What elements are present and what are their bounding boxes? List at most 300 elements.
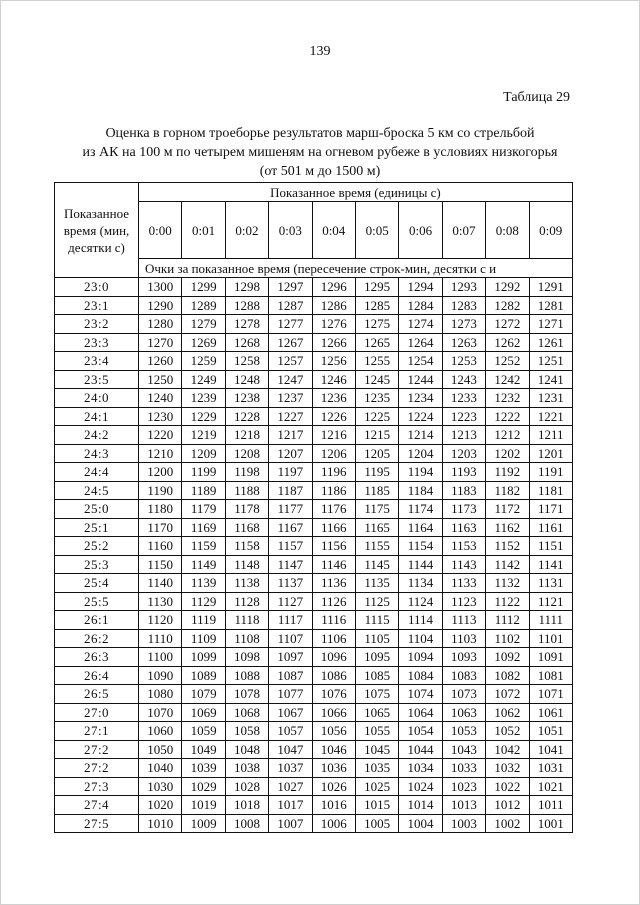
score-cell: 1167: [269, 518, 312, 537]
column-header: 0:07: [442, 202, 485, 259]
score-cell: 1037: [269, 759, 312, 778]
score-cell: 1247: [269, 370, 312, 389]
score-cell: 1145: [355, 555, 398, 574]
score-cell: 1021: [529, 777, 572, 796]
score-cell: 1168: [225, 518, 268, 537]
score-cell: 1151: [529, 537, 572, 556]
row-time: 27:3: [55, 777, 139, 796]
score-cell: 1296: [312, 278, 355, 297]
score-cell: 1161: [529, 518, 572, 537]
score-cell: 1252: [486, 352, 529, 371]
score-cell: 1193: [442, 463, 485, 482]
table-row: [55, 722, 573, 741]
row-time: 26:3: [55, 648, 139, 667]
score-cell: 1056: [312, 722, 355, 741]
score-cell: 1207: [269, 444, 312, 463]
page-number: 139: [309, 44, 331, 59]
score-cell: 1241: [529, 370, 572, 389]
row-time: 25:5: [55, 592, 139, 611]
score-cell: 1026: [312, 777, 355, 796]
score-cell: 1294: [399, 278, 442, 297]
score-cell: 1171: [529, 500, 572, 519]
score-cell: 1159: [182, 537, 225, 556]
row-time: 27:1: [55, 722, 139, 741]
row-time: 26:2: [55, 629, 139, 648]
score-cell: 1143: [442, 555, 485, 574]
score-cell: 1093: [442, 648, 485, 667]
score-cell: 1109: [182, 629, 225, 648]
score-cell: 1070: [139, 703, 182, 722]
score-cell: 1233: [442, 389, 485, 408]
score-cell: 1030: [139, 777, 182, 796]
score-cell: 1062: [486, 703, 529, 722]
row-time: 24:2: [55, 426, 139, 445]
score-cell: 1253: [442, 352, 485, 371]
score-cell: 1268: [225, 333, 268, 352]
score-cell: 1227: [269, 407, 312, 426]
table-row: [55, 555, 573, 574]
score-cell: 1153: [442, 537, 485, 556]
score-cell: 1297: [269, 278, 312, 297]
score-cell: 1235: [355, 389, 398, 408]
score-cell: 1293: [442, 278, 485, 297]
score-cell: 1300: [139, 278, 182, 297]
row-time: 26:1: [55, 611, 139, 630]
title-line-2: из АК на 100 м по четырем мишеням на огневом рубеже в условиях низкогорья: [82, 145, 558, 160]
score-cell: 1150: [139, 555, 182, 574]
title-line-1: Оценка в горном троеборье результатов марш-броска 5 км со стрельбой: [105, 126, 535, 141]
column-header: 0:03: [269, 202, 312, 259]
score-cell: 1218: [225, 426, 268, 445]
score-cell: 1256: [312, 352, 355, 371]
column-header: 0:09: [529, 202, 572, 259]
table-row: [55, 796, 573, 815]
row-time: 27:5: [55, 814, 139, 833]
score-cell: 1023: [442, 777, 485, 796]
score-cell: 1298: [225, 278, 268, 297]
score-cell: 1251: [529, 352, 572, 371]
score-cell: 1163: [442, 518, 485, 537]
score-cell: 1104: [399, 629, 442, 648]
score-cell: 1271: [529, 315, 572, 334]
score-cell: 1208: [225, 444, 268, 463]
score-cell: 1139: [182, 574, 225, 593]
score-cell: 1073: [442, 685, 485, 704]
score-cell: 1064: [399, 703, 442, 722]
score-cell: 1059: [182, 722, 225, 741]
score-cell: 1166: [312, 518, 355, 537]
score-cell: 1160: [139, 537, 182, 556]
score-cell: 1001: [529, 814, 572, 833]
score-cell: 1177: [269, 500, 312, 519]
score-cell: 1119: [182, 611, 225, 630]
score-cell: 1172: [486, 500, 529, 519]
score-cell: 1245: [355, 370, 398, 389]
score-cell: 1261: [529, 333, 572, 352]
score-cell: 1272: [486, 315, 529, 334]
score-cell: 1066: [312, 703, 355, 722]
score-cell: 1102: [486, 629, 529, 648]
score-cell: 1217: [269, 426, 312, 445]
score-cell: 1197: [269, 463, 312, 482]
score-cell: 1025: [355, 777, 398, 796]
score-cell: 1142: [486, 555, 529, 574]
score-cell: 1067: [269, 703, 312, 722]
score-cell: 1267: [269, 333, 312, 352]
score-cell: 1290: [139, 296, 182, 315]
score-cell: 1181: [529, 481, 572, 500]
row-time: 23:0: [55, 278, 139, 297]
score-cell: 1192: [486, 463, 529, 482]
score-cell: 1242: [486, 370, 529, 389]
table-row: [55, 500, 573, 519]
score-cell: 1205: [355, 444, 398, 463]
row-time: 27:2: [55, 740, 139, 759]
score-cell: 1103: [442, 629, 485, 648]
row-time: 23:3: [55, 333, 139, 352]
score-cell: 1090: [139, 666, 182, 685]
score-cell: 1014: [399, 796, 442, 815]
table-row: [55, 777, 573, 796]
row-time: 25:0: [55, 500, 139, 519]
score-cell: 1286: [312, 296, 355, 315]
score-cell: 1130: [139, 592, 182, 611]
score-cell: 1202: [486, 444, 529, 463]
score-cell: 1057: [269, 722, 312, 741]
score-cell: 1236: [312, 389, 355, 408]
score-cell: 1280: [139, 315, 182, 334]
score-cell: 1100: [139, 648, 182, 667]
score-cell: 1002: [486, 814, 529, 833]
score-cell: 1190: [139, 481, 182, 500]
score-cell: 1095: [355, 648, 398, 667]
score-cell: 1259: [182, 352, 225, 371]
score-cell: 1213: [442, 426, 485, 445]
score-cell: 1246: [312, 370, 355, 389]
score-cell: 1033: [442, 759, 485, 778]
score-cell: 1289: [182, 296, 225, 315]
score-cell: 1244: [399, 370, 442, 389]
score-cell: 1029: [182, 777, 225, 796]
score-cell: 1111: [529, 611, 572, 630]
score-cell: 1222: [486, 407, 529, 426]
score-cell: 1206: [312, 444, 355, 463]
table-row: [55, 333, 573, 352]
score-cell: 1284: [399, 296, 442, 315]
score-cell: 1091: [529, 648, 572, 667]
score-cell: 1071: [529, 685, 572, 704]
table-row: [55, 315, 573, 334]
score-cell: 1068: [225, 703, 268, 722]
score-cell: 1269: [182, 333, 225, 352]
score-cell: 1080: [139, 685, 182, 704]
column-header: 0:05: [355, 202, 398, 259]
score-cell: 1094: [399, 648, 442, 667]
score-cell: 1212: [486, 426, 529, 445]
score-cell: 1079: [182, 685, 225, 704]
score-table: [54, 182, 573, 833]
score-cell: 1215: [355, 426, 398, 445]
score-cell: 1285: [355, 296, 398, 315]
score-cell: 1118: [225, 611, 268, 630]
score-cell: 1069: [182, 703, 225, 722]
score-cell: 1276: [312, 315, 355, 334]
score-cell: 1273: [442, 315, 485, 334]
score-cell: 1046: [312, 740, 355, 759]
score-cell: 1156: [312, 537, 355, 556]
score-cell: 1262: [486, 333, 529, 352]
score-cell: 1295: [355, 278, 398, 297]
score-cell: 1174: [399, 500, 442, 519]
score-cell: 1017: [269, 796, 312, 815]
group-header: Показанное время (единицы с): [139, 183, 573, 202]
score-cell: 1238: [225, 389, 268, 408]
score-cell: 1120: [139, 611, 182, 630]
score-cell: 1052: [486, 722, 529, 741]
score-cell: 1034: [399, 759, 442, 778]
table-row: [55, 611, 573, 630]
score-cell: 1229: [182, 407, 225, 426]
score-cell: 1277: [269, 315, 312, 334]
score-cell: 1041: [529, 740, 572, 759]
score-cell: 1028: [225, 777, 268, 796]
score-cell: 1279: [182, 315, 225, 334]
score-cell: 1040: [139, 759, 182, 778]
table-row: [55, 703, 573, 722]
score-cell: 1010: [139, 814, 182, 833]
score-cell: 1278: [225, 315, 268, 334]
table-title: [40, 124, 600, 181]
row-time: 27:4: [55, 796, 139, 815]
score-cell: 1027: [269, 777, 312, 796]
column-header: 0:02: [225, 202, 268, 259]
score-cell: 1131: [529, 574, 572, 593]
score-cell: 1226: [312, 407, 355, 426]
score-cell: 1106: [312, 629, 355, 648]
score-cell: 1155: [355, 537, 398, 556]
score-cell: 1176: [312, 500, 355, 519]
score-cell: 1024: [399, 777, 442, 796]
score-cell: 1134: [399, 574, 442, 593]
score-cell: 1225: [355, 407, 398, 426]
score-cell: 1012: [486, 796, 529, 815]
score-cell: 1201: [529, 444, 572, 463]
table-row: [55, 352, 573, 371]
score-cell: 1085: [355, 666, 398, 685]
score-cell: 1035: [355, 759, 398, 778]
table-row: [55, 278, 573, 297]
row-time: 25:2: [55, 537, 139, 556]
score-cell: 1042: [486, 740, 529, 759]
score-cell: 1004: [399, 814, 442, 833]
score-cell: 1255: [355, 352, 398, 371]
score-cell: 1124: [399, 592, 442, 611]
score-cell: 1125: [355, 592, 398, 611]
score-cell: 1173: [442, 500, 485, 519]
score-cell: 1117: [269, 611, 312, 630]
score-cell: 1112: [486, 611, 529, 630]
score-cell: 1086: [312, 666, 355, 685]
score-cell: 1291: [529, 278, 572, 297]
score-cell: 1274: [399, 315, 442, 334]
score-cell: 1184: [399, 481, 442, 500]
score-cell: 1230: [139, 407, 182, 426]
row-time: 26:5: [55, 685, 139, 704]
column-header: 0:06: [399, 202, 442, 259]
score-cell: 1165: [355, 518, 398, 537]
table-row: [55, 407, 573, 426]
score-cell: 1220: [139, 426, 182, 445]
score-cell: 1204: [399, 444, 442, 463]
row-time: 25:1: [55, 518, 139, 537]
score-cell: 1287: [269, 296, 312, 315]
score-cell: 1275: [355, 315, 398, 334]
score-cell: 1186: [312, 481, 355, 500]
score-cell: 1043: [442, 740, 485, 759]
score-cell: 1180: [139, 500, 182, 519]
score-cell: 1263: [442, 333, 485, 352]
score-cell: 1191: [529, 463, 572, 482]
score-cell: 1045: [355, 740, 398, 759]
score-cell: 1157: [269, 537, 312, 556]
score-cell: 1116: [312, 611, 355, 630]
score-cell: 1257: [269, 352, 312, 371]
score-cell: 1221: [529, 407, 572, 426]
table-row: [55, 592, 573, 611]
score-cell: 1154: [399, 537, 442, 556]
score-cell: 1137: [269, 574, 312, 593]
score-cell: 1299: [182, 278, 225, 297]
row-time: 24:3: [55, 444, 139, 463]
score-cell: 1141: [529, 555, 572, 574]
score-cell: 1199: [182, 463, 225, 482]
score-cell: 1149: [182, 555, 225, 574]
score-cell: 1182: [486, 481, 529, 500]
score-cell: 1195: [355, 463, 398, 482]
row-time: 26:4: [55, 666, 139, 685]
score-cell: 1254: [399, 352, 442, 371]
score-cell: 1132: [486, 574, 529, 593]
score-cell: 1051: [529, 722, 572, 741]
score-cell: 1076: [312, 685, 355, 704]
table-row: [55, 444, 573, 463]
score-cell: 1260: [139, 352, 182, 371]
table-row: [55, 463, 573, 482]
score-cell: 1152: [486, 537, 529, 556]
score-cell: 1007: [269, 814, 312, 833]
score-cell: 1081: [529, 666, 572, 685]
row-time: 23:5: [55, 370, 139, 389]
score-cell: 1194: [399, 463, 442, 482]
score-cell: 1098: [225, 648, 268, 667]
score-cell: 1047: [269, 740, 312, 759]
score-cell: 1083: [442, 666, 485, 685]
score-cell: 1162: [486, 518, 529, 537]
score-cell: 1282: [486, 296, 529, 315]
score-cell: 1107: [269, 629, 312, 648]
score-cell: 1200: [139, 463, 182, 482]
score-cell: 1121: [529, 592, 572, 611]
score-cell: 1223: [442, 407, 485, 426]
score-cell: 1088: [225, 666, 268, 685]
table-row: [55, 389, 573, 408]
table-row: [55, 759, 573, 778]
score-cell: 1018: [225, 796, 268, 815]
score-cell: 1036: [312, 759, 355, 778]
score-cell: 1216: [312, 426, 355, 445]
table-row: [55, 814, 573, 833]
score-cell: 1258: [225, 352, 268, 371]
score-cell: 1158: [225, 537, 268, 556]
row-time: 27:2: [55, 759, 139, 778]
score-cell: 1140: [139, 574, 182, 593]
table-row: [55, 666, 573, 685]
row-time: 27:0: [55, 703, 139, 722]
score-cell: 1169: [182, 518, 225, 537]
score-cell: 1144: [399, 555, 442, 574]
score-cell: 1089: [182, 666, 225, 685]
table-row: [55, 426, 573, 445]
score-cell: 1239: [182, 389, 225, 408]
score-cell: 1065: [355, 703, 398, 722]
score-cell: 1074: [399, 685, 442, 704]
column-header: 0:00: [139, 202, 182, 259]
score-cell: 1133: [442, 574, 485, 593]
score-cell: 1264: [399, 333, 442, 352]
row-time: 25:4: [55, 574, 139, 593]
score-cell: 1237: [269, 389, 312, 408]
score-cell: 1228: [225, 407, 268, 426]
table-row: [55, 629, 573, 648]
score-cell: 1038: [225, 759, 268, 778]
score-cell: 1240: [139, 389, 182, 408]
score-cell: 1072: [486, 685, 529, 704]
score-cell: 1011: [529, 796, 572, 815]
score-cell: 1266: [312, 333, 355, 352]
score-cell: 1101: [529, 629, 572, 648]
score-cell: 1234: [399, 389, 442, 408]
table-row: [55, 537, 573, 556]
score-cell: 1243: [442, 370, 485, 389]
score-cell: 1170: [139, 518, 182, 537]
score-cell: 1248: [225, 370, 268, 389]
score-cell: 1146: [312, 555, 355, 574]
score-cell: 1250: [139, 370, 182, 389]
score-cell: 1198: [225, 463, 268, 482]
score-cell: 1053: [442, 722, 485, 741]
score-cell: 1211: [529, 426, 572, 445]
score-cell: 1265: [355, 333, 398, 352]
score-cell: 1138: [225, 574, 268, 593]
score-cell: 1136: [312, 574, 355, 593]
corner-header: Показанное время (мин, десятки с): [55, 183, 139, 278]
score-cell: 1096: [312, 648, 355, 667]
score-cell: 1108: [225, 629, 268, 648]
row-time: 24:5: [55, 481, 139, 500]
score-cell: 1127: [269, 592, 312, 611]
score-cell: 1283: [442, 296, 485, 315]
score-cell: 1219: [182, 426, 225, 445]
score-cell: 1060: [139, 722, 182, 741]
score-cell: 1082: [486, 666, 529, 685]
score-cell: 1077: [269, 685, 312, 704]
table-row: [55, 740, 573, 759]
score-cell: 1129: [182, 592, 225, 611]
score-cell: 1188: [225, 481, 268, 500]
column-header: 0:01: [182, 202, 225, 259]
scores-subheader: Очки за показанное время (пересечение строк-мин, десятки с и: [139, 259, 573, 278]
score-cell: 1183: [442, 481, 485, 500]
